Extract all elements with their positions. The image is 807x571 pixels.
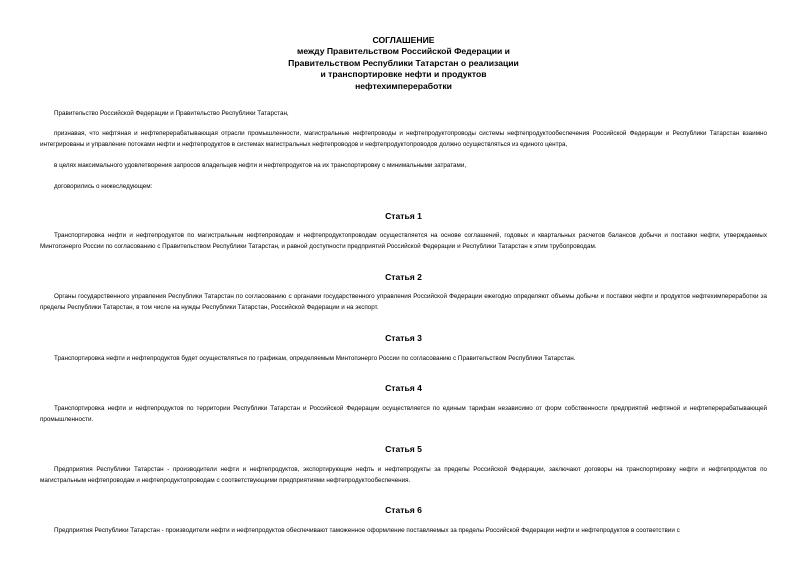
preamble-paragraph-3: в целях максимального удовлетворения запросов владельцев нефти и нефтепродуктов на их транспортировку с минимальными затратами, xyxy=(54,162,467,169)
article-3-heading: Статья 3 xyxy=(385,333,422,343)
preamble-paragraph-2: признавая, что нефтяная и нефтеперерабатывающая отрасли промышленности, магистральные нефтепроводы и нефтепродуктопроводы системы нефтепродуктообеспечения Российской Федерации и Республики Татарстан взаимно интегрированы и управление потоками нефти и нефтепродуктов в системах магистральных нефтепроводов и нефтепродуктопроводов должно осуществляться из единого центра, xyxy=(40,130,767,148)
article-1-text: Транспортировка нефти и нефтепродуктов по магистральным нефтепроводам и нефтепродуктопроводам осуществляется на основе соглашений, годовых и квартальных расчетов балансов добычи и поставки нефти, утверждаемых Минтопэнерго России по согласованию с Правительством Республики Татарстан, и равной доступности предприятий Российской Федерации и Республики Татарстан к этим трубопроводам. xyxy=(40,232,767,250)
article-6-heading: Статья 6 xyxy=(385,505,422,515)
article-3-text: Транспортировка нефти и нефтепродуктов будет осуществляться по графикам, определяемым Минтопэнерго России по согласованию с Правительством Республики Татарстан. xyxy=(54,355,576,362)
article-5-heading: Статья 5 xyxy=(385,444,422,454)
document-title xyxy=(0,35,807,92)
title-line-1: СОГЛАШЕНИЕ xyxy=(372,35,435,45)
preamble-paragraph-1: Правительство Российской Федерации и Правительство Республики Татарстан, xyxy=(54,110,289,117)
preamble-paragraph-4: договорились о нижеследующем: xyxy=(54,183,153,190)
article-4-text: Транспортировка нефти и нефтепродуктов по территории Республики Татарстан и Российской Федерации осуществляется по единым тарифам независимо от форм собственности предприятий нефтяной и нефтеперерабатывающей промышленности. xyxy=(40,405,767,423)
article-2-heading: Статья 2 xyxy=(385,272,422,282)
title-line-2: между Правительством Российской Федерации и xyxy=(297,46,510,57)
article-5-text: Предприятия Республики Татарстан - производители нефти и нефтепродуктов, экспортирующие нефть и нефтепродукты за пределы Российской Федерации, заключают договоры на транспортировку нефти и нефтепродуктов по магистральным нефтепроводам и нефтепродуктопроводам с соответствующими предприятиями нефтепродуктообеспечения. xyxy=(40,466,767,484)
article-2-text: Органы государственного управления Республики Татарстан по согласованию с органами государственного управления Российской Федерации ежегодно определяют объемы добычи и поставки нефти и продуктов нефтехимпереработки за пределы Республики Татарстан, в том числе на нужды Республики Татарстан, Российской Федерации и на экспорт. xyxy=(40,293,767,311)
article-1-heading: Статья 1 xyxy=(385,211,422,221)
title-line-5: нефтехимпереработки xyxy=(355,80,452,91)
title-line-3: Правительством Республики Татарстан о реализации xyxy=(288,57,519,68)
article-6-text: Предприятия Республики Татарстан - производители нефти и нефтепродуктов обеспечивают таможенное оформление поставляемых за пределы Российской Федерации нефти и нефтепродуктов в соответствии с xyxy=(54,527,680,534)
title-line-4: и транспортировке нефти и продуктов xyxy=(320,69,487,80)
article-4-heading: Статья 4 xyxy=(385,383,422,393)
